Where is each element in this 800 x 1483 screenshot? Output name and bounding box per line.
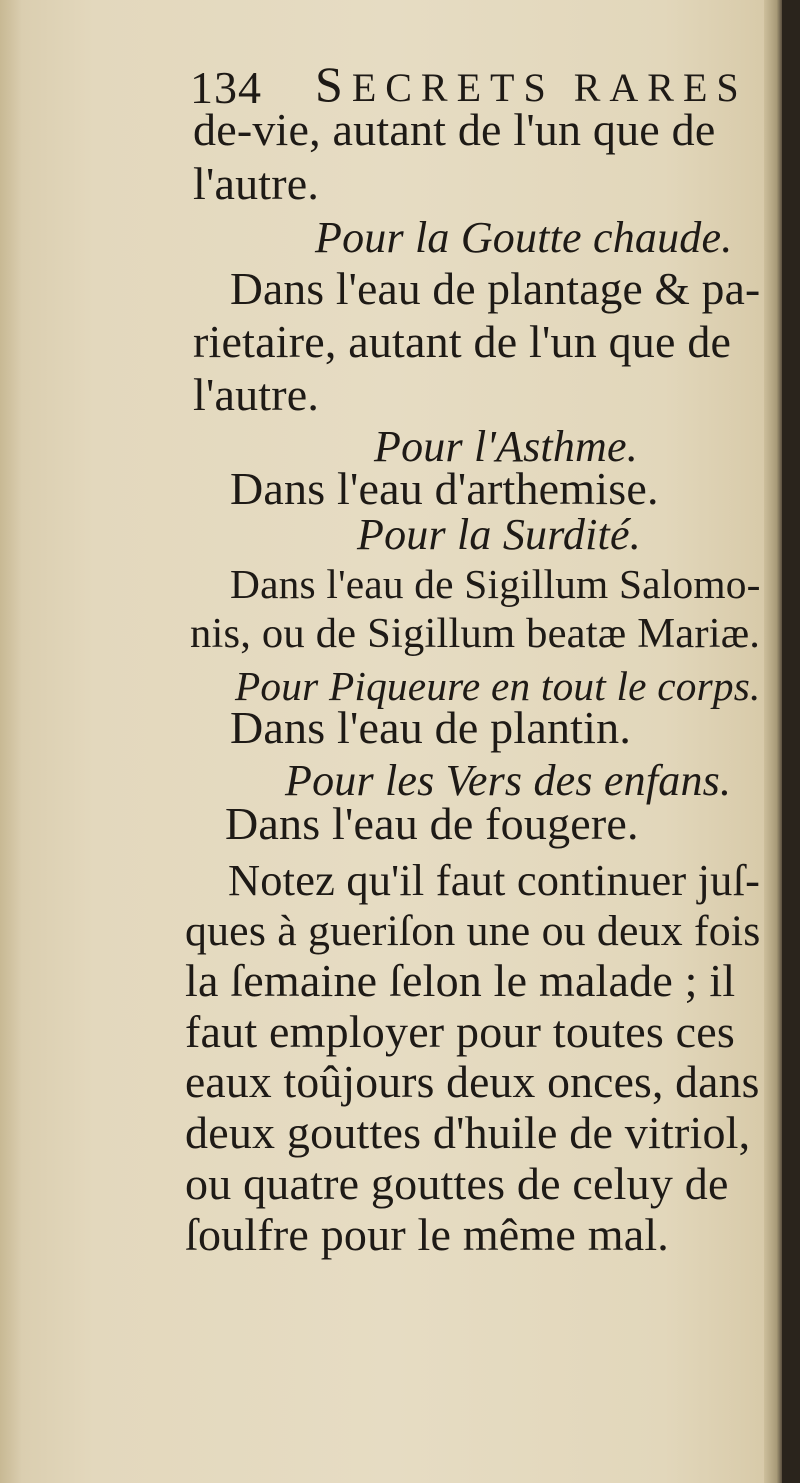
text-line: la ſemaine ſelon le malade ; il bbox=[185, 955, 736, 1006]
text-line: Dans l'eau de plantage & pa- bbox=[230, 263, 761, 314]
text-line: Notez qu'il faut continuer juſ- bbox=[228, 855, 761, 905]
text-line: l'autre. bbox=[193, 158, 320, 209]
text-line: eaux toûjours deux onces, dans bbox=[185, 1056, 760, 1107]
section-heading: Pour la Surdité. bbox=[357, 510, 641, 559]
text-line: Dans l'eau de fougere. bbox=[225, 798, 639, 849]
text-line: ou quatre gouttes de celuy de bbox=[185, 1158, 729, 1209]
text-line: rietaire, autant de l'un que de bbox=[193, 316, 732, 367]
text-line: ques à gueriſon une ou deux fois bbox=[185, 907, 761, 955]
section-heading: Pour Piqueure en tout le corps. bbox=[235, 663, 761, 709]
text-line: de-vie, autant de l'un que de bbox=[193, 104, 716, 155]
page-number: 134 bbox=[190, 62, 262, 113]
text-line: faut employer pour toutes ces bbox=[185, 1006, 735, 1057]
text-line: deux gouttes d'huile de vitriol, bbox=[185, 1107, 751, 1158]
running-title-initial: S bbox=[315, 56, 352, 112]
text-line: Dans l'eau de plantin. bbox=[230, 702, 632, 753]
running-title-rest: ECRETS RARES bbox=[351, 65, 748, 110]
section-heading: Pour l'Asthme. bbox=[374, 422, 638, 471]
text-line: nis, ou de Sigillum beatæ Mariæ. bbox=[190, 610, 761, 657]
text-line: Dans l'eau de Sigillum Salomo- bbox=[230, 561, 761, 607]
text-line: ſoulfre pour le même mal. bbox=[185, 1209, 670, 1260]
text-line: l'autre. bbox=[193, 369, 320, 420]
text-line: Dans l'eau d'arthemise. bbox=[230, 463, 659, 514]
section-heading: Pour la Goutte chaude. bbox=[315, 213, 733, 262]
section-heading: Pour les Vers des enfans. bbox=[285, 756, 732, 805]
